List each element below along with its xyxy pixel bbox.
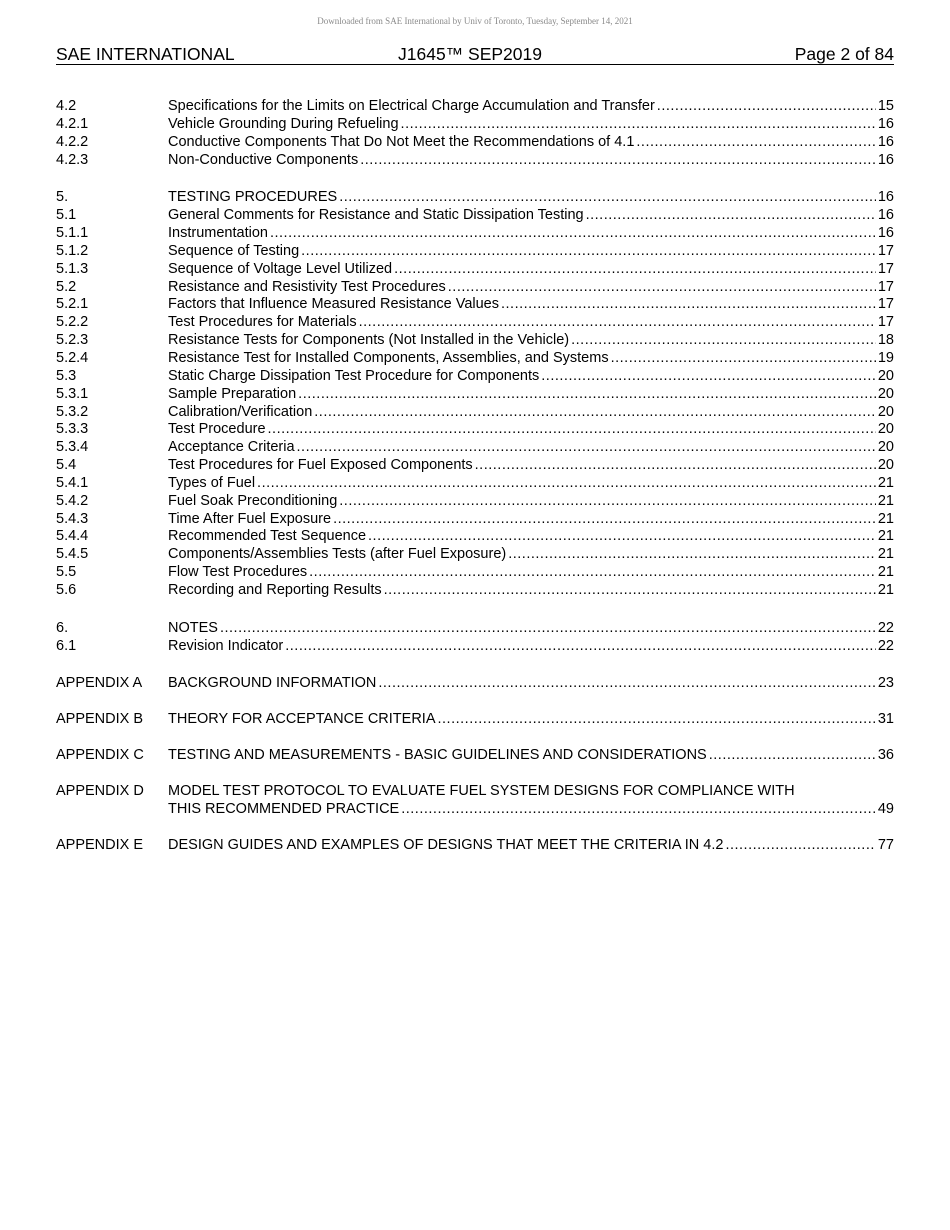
toc-entry-number: 5.1.3	[56, 260, 89, 277]
toc-entry-page: 17	[877, 260, 894, 277]
toc-entry[interactable]	[56, 675, 894, 693]
toc-dot-leader	[541, 368, 876, 386]
toc-entry[interactable]	[56, 564, 894, 582]
toc-entry-title: NOTES	[168, 619, 218, 636]
toc-entry-number: 6.	[56, 619, 69, 636]
toc-entry-page: 20	[877, 403, 894, 420]
toc-entry-page: 20	[877, 457, 894, 474]
toc-entry-page: 20	[877, 367, 894, 384]
toc-entry[interactable]	[56, 511, 894, 529]
toc-entry-number: APPENDIX D	[56, 783, 144, 799]
toc-dot-leader	[257, 475, 876, 493]
toc-entry-title: Resistance Tests for Components (Not Installed in the Vehicle)	[168, 332, 570, 349]
toc-entry[interactable]	[56, 620, 894, 638]
toc-entry-page: 16	[877, 151, 894, 168]
toc-entry-title: Acceptance Criteria	[168, 439, 295, 456]
toc-entry[interactable]	[56, 116, 894, 134]
toc-appendix-e	[56, 837, 894, 855]
toc-entry-page: 16	[877, 207, 894, 224]
page-header	[56, 44, 894, 65]
toc-entry[interactable]	[56, 189, 894, 207]
toc-entry-page: 17	[877, 314, 894, 331]
toc-entry[interactable]	[56, 261, 894, 279]
toc-entry[interactable]	[56, 493, 894, 511]
toc-entry[interactable]	[56, 332, 894, 350]
toc-entry-page: 20	[877, 421, 894, 438]
toc-entry-title: Sample Preparation	[168, 385, 297, 402]
table-of-contents	[56, 98, 894, 873]
toc-entry-number: 5.3.2	[56, 403, 89, 420]
toc-entry-number: 5.4.5	[56, 546, 89, 563]
toc-entry[interactable]	[56, 296, 894, 314]
toc-dot-leader	[220, 620, 876, 638]
toc-dot-leader	[448, 279, 876, 297]
toc-dot-leader	[314, 404, 876, 422]
toc-dot-leader	[709, 747, 876, 765]
toc-entry[interactable]	[56, 314, 894, 332]
toc-group-4	[56, 98, 894, 169]
toc-dot-leader	[394, 261, 876, 279]
toc-dot-leader	[508, 546, 876, 564]
toc-entry[interactable]	[56, 711, 894, 729]
toc-entry-number: 5.2.2	[56, 314, 89, 331]
toc-entry-page: 16	[877, 115, 894, 132]
toc-dot-leader	[301, 243, 876, 261]
toc-entry[interactable]	[56, 421, 894, 439]
toc-entry-number: 5.3.3	[56, 421, 89, 438]
header-page-number: Page 2 of 84	[794, 44, 894, 64]
toc-appendix-d	[56, 783, 894, 819]
toc-dot-leader	[360, 152, 876, 170]
toc-entry-number: 4.2.1	[56, 115, 89, 132]
toc-dot-leader	[298, 386, 876, 404]
toc-entry[interactable]	[56, 546, 894, 564]
toc-entry-title: Resistance Test for Installed Components, Assemblies, and Systems	[168, 349, 609, 366]
toc-entry-title: Sequence of Voltage Level Utilized	[168, 260, 393, 277]
toc-dot-leader	[636, 134, 875, 152]
toc-dot-leader	[475, 457, 876, 475]
toc-entry-number: 5.2	[56, 278, 77, 295]
toc-appendix-a	[56, 675, 894, 693]
toc-entry-page: 17	[877, 242, 894, 259]
toc-entry-number: 5.2.4	[56, 349, 89, 366]
toc-entry-title: Test Procedures for Materials	[168, 314, 357, 331]
toc-entry-page: 20	[877, 439, 894, 456]
toc-entry-number: 5.1.2	[56, 242, 89, 259]
toc-entry-page: 21	[877, 474, 894, 491]
toc-dot-leader	[309, 564, 876, 582]
toc-entry-page: 21	[877, 528, 894, 545]
toc-entry-continuation[interactable]	[56, 801, 894, 819]
toc-entry-number: 5.4.2	[56, 492, 89, 509]
toc-entry-title: TESTING PROCEDURES	[168, 189, 338, 206]
toc-appendix-b	[56, 711, 894, 729]
toc-entry-page: 77	[877, 836, 894, 853]
toc-dot-leader	[339, 493, 876, 511]
toc-entry[interactable]	[56, 134, 894, 152]
toc-entry-page: 36	[877, 747, 894, 764]
toc-entry[interactable]	[56, 404, 894, 422]
toc-entry-title: Calibration/Verification	[168, 403, 313, 420]
toc-entry-number: 4.2.3	[56, 151, 89, 168]
toc-entry[interactable]	[56, 386, 894, 404]
toc-entry-number: APPENDIX A	[56, 675, 143, 692]
toc-entry-number: 5.1.1	[56, 225, 89, 242]
toc-dot-leader	[333, 511, 876, 529]
toc-entry-number: 5.6	[56, 581, 77, 598]
toc-entry[interactable]	[56, 747, 894, 765]
header-doc-id: J1645™ SEP2019	[398, 44, 542, 64]
toc-entry-number: 5.4.3	[56, 510, 89, 527]
toc-entry-number: APPENDIX C	[56, 747, 144, 764]
toc-dot-leader	[339, 189, 876, 207]
toc-entry[interactable]	[56, 638, 894, 656]
toc-entry[interactable]	[56, 152, 894, 170]
toc-entry[interactable]	[56, 457, 894, 475]
toc-entry-page: 16	[877, 189, 894, 206]
toc-dot-leader	[401, 116, 876, 134]
toc-entry-title: Sequence of Testing	[168, 242, 300, 259]
toc-dot-leader	[297, 439, 876, 457]
toc-entry-title: Test Procedures for Fuel Exposed Components	[168, 457, 473, 474]
toc-entry-number: 4.2	[56, 98, 77, 114]
toc-dot-leader	[571, 332, 876, 350]
toc-entry-title: Types of Fuel	[168, 474, 256, 491]
toc-entry-page: 21	[877, 546, 894, 563]
toc-group-6	[56, 620, 894, 656]
toc-entry[interactable]	[56, 837, 894, 855]
toc-entry-title: Components/Assemblies Tests (after Fuel Exposure)	[168, 546, 507, 563]
toc-entry-title: Conductive Components That Do Not Meet the Recommendations of 4.1	[168, 133, 635, 150]
toc-entry-page: 22	[877, 637, 894, 654]
toc-entry-title: THEORY FOR ACCEPTANCE CRITERIA	[168, 711, 436, 728]
toc-entry-title: Static Charge Dissipation Test Procedure for Components	[168, 367, 540, 384]
toc-entry-page: 31	[877, 711, 894, 728]
toc-entry[interactable]	[56, 279, 894, 297]
toc-entry-page: 21	[877, 510, 894, 527]
toc-entry[interactable]	[56, 207, 894, 225]
toc-entry-page: 20	[877, 385, 894, 402]
toc-entry-number: 5.3.1	[56, 385, 89, 402]
toc-entry-number: 5.2.3	[56, 332, 89, 349]
toc-dot-leader	[285, 638, 876, 656]
header-org: SAE INTERNATIONAL	[56, 44, 235, 64]
toc-entry-number: 5.3.4	[56, 439, 89, 456]
toc-dot-leader	[378, 675, 875, 693]
toc-entry-page: 17	[877, 278, 894, 295]
toc-group-5	[56, 189, 894, 599]
toc-dot-leader	[725, 837, 875, 855]
toc-entry-title: Recording and Reporting Results	[168, 581, 382, 598]
toc-entry-number: 5.4.4	[56, 528, 89, 545]
toc-entry[interactable]	[56, 368, 894, 386]
toc-entry-page: 16	[877, 225, 894, 242]
toc-entry-page: 21	[877, 492, 894, 509]
toc-entry-title: Fuel Soak Preconditioning	[168, 492, 338, 509]
toc-entry-page: 23	[877, 675, 894, 692]
toc-entry-number: 5.2.1	[56, 296, 89, 313]
toc-entry-number: 5.4.1	[56, 474, 89, 491]
toc-dot-leader	[501, 296, 876, 314]
toc-entry-number: 4.2.2	[56, 133, 89, 150]
toc-entry-title: BACKGROUND INFORMATION	[168, 675, 377, 692]
toc-entry[interactable]	[56, 475, 894, 493]
toc-entry-page: 21	[877, 581, 894, 598]
toc-entry-page: 17	[877, 296, 894, 313]
toc-entry[interactable]	[56, 225, 894, 243]
toc-entry-title-line1: MODEL TEST PROTOCOL TO EVALUATE FUEL SYSTEM DESIGNS FOR COMPLIANCE WITH	[168, 783, 795, 799]
toc-entry-number: APPENDIX E	[56, 836, 144, 853]
toc-entry[interactable]	[56, 783, 894, 801]
toc-dot-leader	[438, 711, 876, 729]
toc-entry-title: DESIGN GUIDES AND EXAMPLES OF DESIGNS THAT MEET THE CRITERIA IN 4.2	[168, 836, 724, 853]
toc-entry-page: 21	[877, 564, 894, 581]
toc-entry-title: Instrumentation	[168, 225, 268, 242]
toc-entry-title: Test Procedure	[168, 421, 266, 438]
toc-entry-page: 19	[877, 349, 894, 366]
toc-entry-title-line2: THIS RECOMMENDED PRACTICE	[168, 800, 400, 817]
toc-dot-leader	[384, 582, 876, 600]
toc-entry-title: Revision Indicator	[168, 637, 284, 654]
toc-entry-page: 49	[877, 800, 894, 817]
toc-entry[interactable]	[56, 528, 894, 546]
toc-entry-number: 6.1	[56, 637, 77, 654]
toc-entry-number: 5.1	[56, 207, 77, 224]
download-watermark: Downloaded from SAE International by Univ of Toronto, Tuesday, September 14, 2021	[317, 16, 633, 26]
toc-entry-number: 5.	[56, 189, 69, 206]
toc-entry-title: Time After Fuel Exposure	[168, 510, 332, 527]
toc-entry[interactable]	[56, 582, 894, 600]
toc-entry-title: Specifications for the Limits on Electrical Charge Accumulation and Transfer	[168, 98, 655, 114]
toc-entry[interactable]	[56, 243, 894, 261]
toc-entry-title: Flow Test Procedures	[168, 564, 308, 581]
toc-dot-leader	[359, 314, 876, 332]
toc-dot-leader	[368, 528, 876, 546]
toc-appendix-c	[56, 747, 894, 765]
toc-entry-number: 5.4	[56, 457, 77, 474]
toc-entry-title: Resistance and Resistivity Test Procedures	[168, 278, 446, 295]
toc-entry[interactable]	[56, 350, 894, 368]
toc-entry-page: 15	[877, 98, 894, 114]
toc-entry-title: TESTING AND MEASUREMENTS - BASIC GUIDELINES AND CONSIDERATIONS	[168, 747, 707, 764]
toc-dot-leader	[268, 421, 876, 439]
toc-entry[interactable]	[56, 439, 894, 457]
toc-entry-title: General Comments for Resistance and Static Dissipation Testing	[168, 207, 584, 224]
toc-entry-title: Vehicle Grounding During Refueling	[168, 115, 399, 132]
toc-entry-number: 5.3	[56, 367, 77, 384]
toc-dot-leader	[586, 207, 876, 225]
toc-entry-page: 16	[877, 133, 894, 150]
toc-entry-title: Factors that Influence Measured Resistance Values	[168, 296, 499, 313]
toc-entry[interactable]	[56, 98, 894, 116]
toc-dot-leader	[611, 350, 876, 368]
toc-entry-title: Non-Conductive Components	[168, 151, 359, 168]
toc-dot-leader	[270, 225, 876, 243]
toc-entry-page: 18	[877, 332, 894, 349]
toc-entry-number: 5.5	[56, 564, 77, 581]
toc-dot-leader	[657, 98, 876, 116]
toc-dot-leader	[401, 801, 876, 819]
toc-entry-number: APPENDIX B	[56, 711, 144, 728]
toc-entry-page: 22	[877, 619, 894, 636]
toc-entry-title: Recommended Test Sequence	[168, 528, 367, 545]
